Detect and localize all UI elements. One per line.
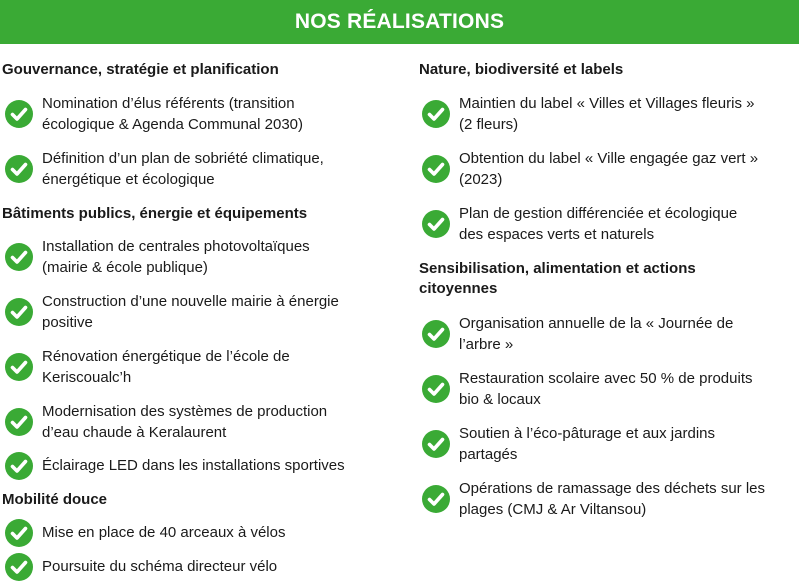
section-title-line2: citoyennes (419, 280, 498, 297)
item-text-line2: d’eau chaude à Keralaurent (42, 424, 227, 441)
item-text-line2: (mairie & école publique) (42, 259, 208, 276)
section-title: Sensibilisation, alimentation et actions (419, 260, 696, 277)
check-circle-icon (4, 352, 34, 382)
section-title: Bâtiments publics, énergie et équipements (2, 205, 308, 222)
item-text-line1: Rénovation énergétique de l’école de (42, 348, 290, 365)
item-text-line1: Nomination d’élus référents (transition (42, 95, 295, 112)
item-text: Poursuite du schéma directeur vélo (42, 558, 278, 575)
item-text-line2: énergétique et écologique (42, 171, 215, 188)
check-circle-icon (421, 484, 451, 514)
check-circle-icon (4, 552, 34, 582)
check-circle-icon (4, 407, 34, 437)
item-text-line1: Opérations de ramassage des déchets sur les (459, 480, 765, 497)
item-text-line2: partagés (459, 446, 518, 463)
item-text-line1: Restauration scolaire avec 50 % de produits (459, 370, 753, 387)
item-text-line1: Modernisation des systèmes de production (42, 403, 328, 420)
item-text-line1: Obtention du label « Ville engagée gaz vert » (459, 150, 759, 167)
item-text-line1: Plan de gestion différenciée et écologique (459, 205, 738, 222)
page-title: NOS RÉALISATIONS (294, 10, 505, 33)
check-circle-icon (421, 99, 451, 129)
check-circle-icon (4, 154, 34, 184)
check-circle-icon (421, 319, 451, 349)
banner (0, 0, 799, 44)
item-text-line2: (2023) (459, 171, 503, 188)
check-circle-icon (421, 209, 451, 239)
item-text-line1: Construction d’une nouvelle mairie à énergie (42, 293, 339, 310)
item-text-line1: Installation de centrales photovoltaïques (42, 238, 310, 255)
section-title: Mobilité douce (2, 491, 107, 508)
check-circle-icon (421, 374, 451, 404)
section-title: Gouvernance, stratégie et planification (2, 61, 279, 78)
check-circle-icon (421, 429, 451, 459)
item-text-line1: Organisation annuelle de la « Journée de (459, 315, 734, 332)
check-circle-icon (4, 451, 34, 481)
item-text: Éclairage LED dans les installations sportives (42, 457, 345, 474)
section-title: Nature, biodiversité et labels (419, 61, 624, 78)
item-text-line2: écologique & Agenda Communal 2030) (42, 116, 304, 133)
check-circle-icon (421, 154, 451, 184)
item-text-line1: Définition d’un plan de sobriété climatique, (42, 150, 324, 167)
item-text-line1: Soutien à l’éco-pâturage et aux jardins (459, 425, 715, 442)
item-text: Mise en place de 40 arceaux à vélos (42, 524, 286, 541)
check-circle-icon (4, 99, 34, 129)
check-circle-icon (4, 518, 34, 548)
item-text-line2: (2 fleurs) (459, 116, 519, 133)
item-text-line1: Maintien du label « Villes et Villages fleuris » (459, 95, 755, 112)
check-circle-icon (4, 297, 34, 327)
item-text-line2: Keriscoualc’h (42, 369, 132, 386)
item-text-line2: des espaces verts et naturels (459, 226, 655, 243)
item-text-line2: l’arbre » (459, 336, 514, 353)
item-text-line2: bio & locaux (459, 391, 541, 408)
item-text-line2: positive (42, 314, 93, 331)
check-circle-icon (4, 242, 34, 272)
item-text-line2: plages (CMJ & Ar Viltansou) (459, 501, 647, 518)
